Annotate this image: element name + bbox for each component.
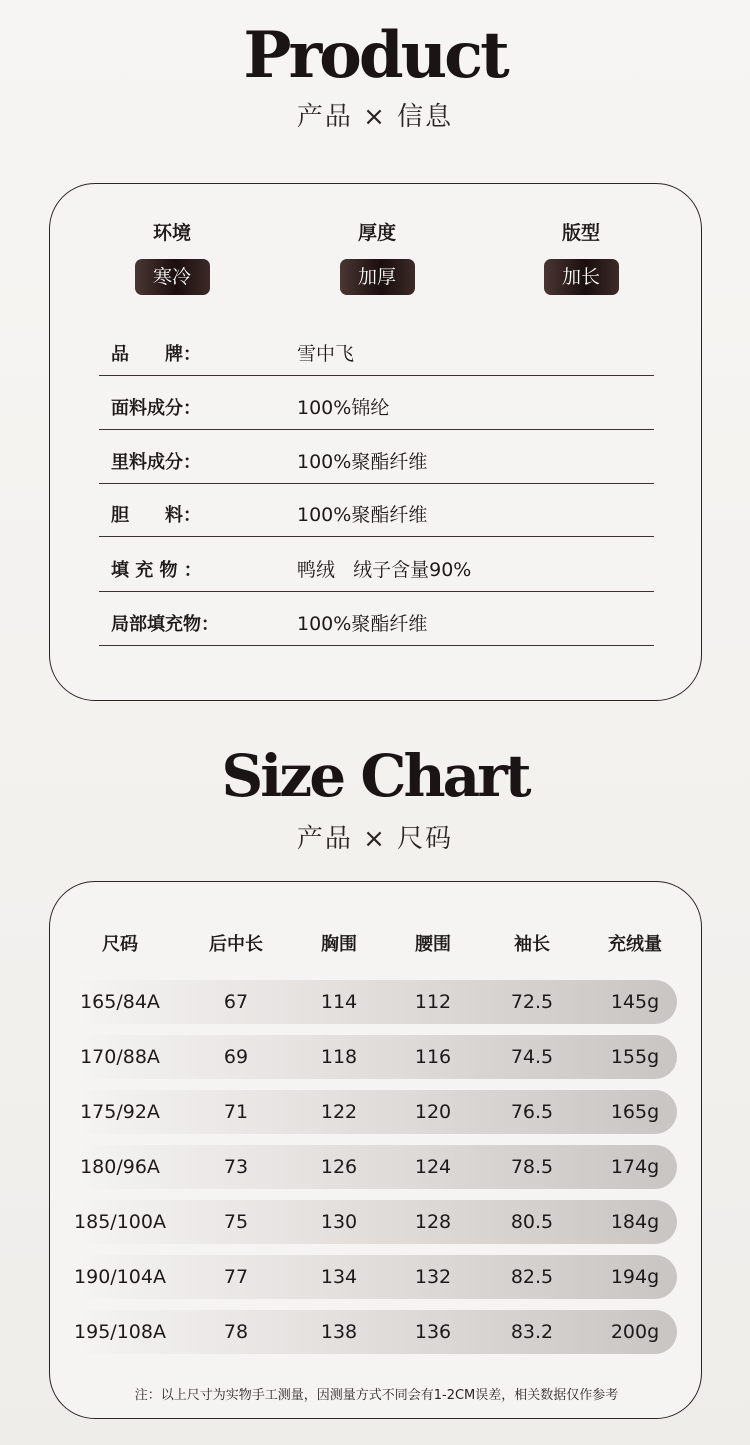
info-row-lining	[99, 430, 654, 484]
cell-back-length: 69	[223, 1046, 249, 1068]
table-row	[74, 980, 677, 1024]
cell-down-fill: 174g	[610, 1156, 660, 1178]
info-row-filling	[99, 538, 654, 592]
size-chart-subtitle: 产品 × 尺码	[296, 824, 454, 854]
cell-size: 175/92A	[80, 1101, 160, 1123]
feature-label: 厚度	[357, 222, 396, 244]
cell-back-length: 67	[223, 991, 249, 1013]
info-key: 面料成分：	[111, 398, 201, 419]
info-value: 100%聚酯纤维	[297, 451, 428, 473]
table-row	[74, 1090, 677, 1134]
info-row-inner	[99, 483, 654, 537]
table-row	[74, 1035, 677, 1079]
info-key: 里料成分：	[111, 452, 201, 473]
info-row-partial-filling	[99, 592, 654, 646]
product-subtitle: 产品 × 信息	[296, 102, 454, 132]
cell-chest: 134	[320, 1266, 358, 1288]
info-value: 100%聚酯纤维	[297, 613, 428, 635]
cell-down-fill: 184g	[610, 1211, 660, 1233]
info-value: 雪中飞	[297, 343, 355, 365]
cell-size: 190/104A	[74, 1266, 166, 1288]
cell-waist: 120	[414, 1101, 452, 1123]
table-row	[74, 1255, 677, 1299]
cell-sleeve: 78.5	[510, 1156, 554, 1178]
cell-sleeve: 83.2	[510, 1321, 554, 1343]
cell-size: 185/100A	[74, 1211, 166, 1233]
cell-sleeve: 74.5	[510, 1046, 554, 1068]
feature-label: 版型	[561, 222, 600, 244]
cell-back-length: 71	[223, 1101, 249, 1123]
cell-size: 180/96A	[80, 1156, 160, 1178]
info-row-brand	[99, 322, 654, 376]
header-down-fill: 充绒量	[608, 934, 662, 955]
feature-badge: 寒冷	[135, 259, 210, 295]
cell-size: 195/108A	[74, 1321, 166, 1343]
cell-sleeve: 76.5	[510, 1101, 554, 1123]
feature-badge: 加厚	[340, 259, 415, 295]
product-info-card	[49, 183, 702, 701]
cell-chest: 122	[320, 1101, 358, 1123]
header-waist: 腰围	[415, 934, 451, 955]
feature-environment	[102, 218, 242, 295]
cell-back-length: 75	[223, 1211, 249, 1233]
info-value: 100%锦纶	[297, 397, 390, 419]
cell-back-length: 73	[223, 1156, 249, 1178]
cell-waist: 116	[414, 1046, 452, 1068]
product-title: Product	[243, 18, 507, 93]
cell-waist: 136	[414, 1321, 452, 1343]
header-chest: 胸围	[321, 934, 357, 955]
cell-size: 170/88A	[80, 1046, 160, 1068]
cell-chest: 126	[320, 1156, 358, 1178]
cell-down-fill: 194g	[610, 1266, 660, 1288]
cell-waist: 132	[414, 1266, 452, 1288]
feature-thickness	[307, 218, 447, 295]
info-key: 填 充 物 ：	[111, 560, 202, 581]
cell-down-fill: 145g	[610, 991, 660, 1013]
cell-down-fill: 200g	[610, 1321, 660, 1343]
cell-sleeve: 72.5	[510, 991, 554, 1013]
cell-sleeve: 80.5	[510, 1211, 554, 1233]
info-value: 鸭绒 绒子含量90%	[297, 559, 472, 581]
cell-back-length: 78	[223, 1321, 249, 1343]
feature-fit	[511, 218, 651, 295]
cell-down-fill: 155g	[610, 1046, 660, 1068]
table-row	[74, 1310, 677, 1354]
cell-waist: 124	[414, 1156, 452, 1178]
info-row-shell-fabric	[99, 376, 654, 430]
cell-chest: 118	[320, 1046, 358, 1068]
size-table-card	[49, 881, 702, 1419]
info-key: 局部填充物：	[111, 614, 219, 635]
cell-waist: 112	[414, 991, 452, 1013]
cell-waist: 128	[414, 1211, 452, 1233]
header-sleeve: 袖长	[514, 934, 550, 955]
feature-label: 环境	[152, 222, 191, 244]
table-row	[74, 1200, 677, 1244]
info-key: 品 牌：	[111, 344, 201, 365]
size-chart-title: Size Chart	[221, 742, 529, 810]
info-key: 胆 料：	[111, 505, 201, 526]
header-back-length: 后中长	[209, 934, 263, 955]
header-size: 尺码	[102, 934, 138, 955]
cell-chest: 130	[320, 1211, 358, 1233]
measurement-note: 注：以上尺寸为实物手工测量，因测量方式不同会有1-2CM误差，相关数据仅作参考	[134, 1388, 619, 1403]
info-value: 100%聚酯纤维	[297, 504, 428, 526]
feature-badge: 加长	[544, 259, 619, 295]
cell-back-length: 77	[223, 1266, 249, 1288]
table-row	[74, 1145, 677, 1189]
cell-sleeve: 82.5	[510, 1266, 554, 1288]
cell-chest: 114	[320, 991, 358, 1013]
cell-chest: 138	[320, 1321, 358, 1343]
cell-down-fill: 165g	[610, 1101, 660, 1123]
cell-size: 165/84A	[80, 991, 160, 1013]
